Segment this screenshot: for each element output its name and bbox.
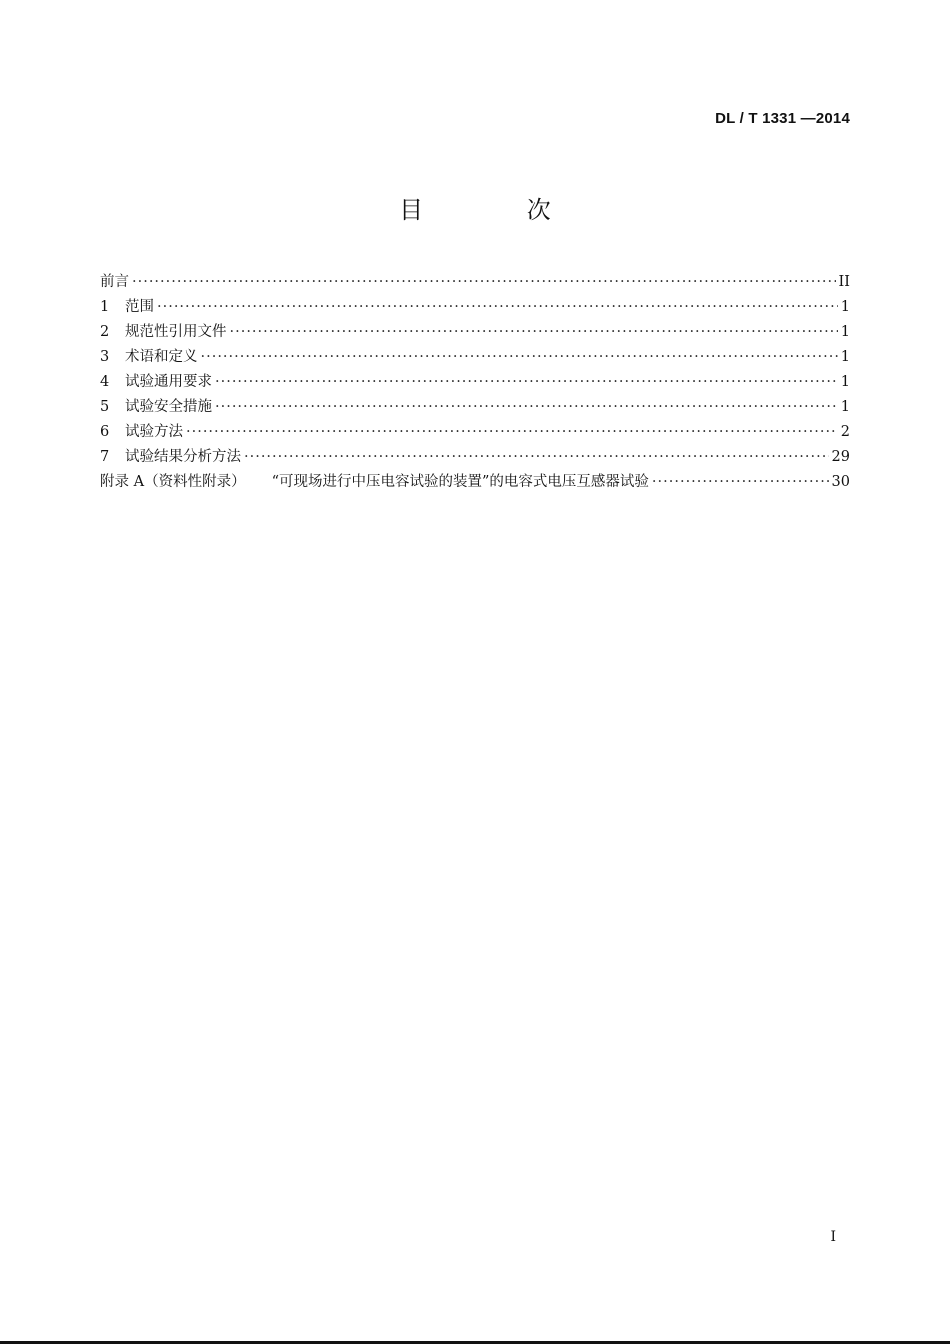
toc-dot-leader bbox=[652, 470, 829, 495]
toc-entry-page: 29 bbox=[831, 449, 850, 465]
document-code: DL / T 1331 —2014 bbox=[715, 110, 850, 127]
toc-dot-leader bbox=[132, 270, 836, 295]
toc-entry-number: 3 bbox=[100, 349, 110, 365]
toc-entry-3[interactable] bbox=[100, 345, 850, 370]
toc-entry-appendix-a[interactable] bbox=[100, 470, 850, 495]
toc-entry-number: 4 bbox=[100, 374, 110, 390]
toc-entry-1[interactable] bbox=[100, 295, 850, 320]
toc-entry-page: 1 bbox=[840, 324, 850, 340]
toc-dot-leader bbox=[244, 445, 829, 470]
toc-entry-number: 6 bbox=[100, 424, 110, 440]
toc-entry-number: 5 bbox=[100, 399, 110, 415]
toc-entry-page: 1 bbox=[840, 399, 850, 415]
toc-entry-label: 术语和定义 bbox=[125, 349, 198, 365]
toc-entry-4[interactable] bbox=[100, 370, 850, 395]
toc-entry-label: 试验通用要求 bbox=[125, 374, 212, 390]
toc-entry-6[interactable] bbox=[100, 420, 850, 445]
toc-dot-leader bbox=[157, 295, 838, 320]
toc-entry-number: 2 bbox=[100, 324, 110, 340]
toc-entry-label: 试验结果分析方法 bbox=[125, 449, 241, 465]
toc-entry-page: 2 bbox=[840, 424, 850, 440]
toc-entry-page: 30 bbox=[831, 474, 850, 490]
toc-entry-7[interactable] bbox=[100, 445, 850, 470]
toc-dot-leader bbox=[230, 320, 838, 345]
toc-entry-page: II bbox=[838, 274, 850, 290]
appendix-title: “可现场进行中压电容试验的装置”的电容式电压互感器试验 bbox=[271, 474, 649, 490]
toc-entry-label: 前言 bbox=[100, 274, 129, 290]
page-number: I bbox=[830, 1229, 836, 1245]
toc-dot-leader bbox=[186, 420, 838, 445]
toc-entry-number: 7 bbox=[100, 449, 110, 465]
table-of-contents bbox=[100, 270, 850, 495]
toc-entry-label: 规范性引用文件 bbox=[125, 324, 227, 340]
page-title: 目 次 bbox=[399, 196, 599, 224]
toc-entry-2[interactable] bbox=[100, 320, 850, 345]
toc-entry-page: 1 bbox=[840, 374, 850, 390]
toc-entry-label: 范围 bbox=[125, 299, 154, 315]
toc-entry-label bbox=[100, 470, 649, 495]
toc-entry-page: 1 bbox=[840, 349, 850, 365]
toc-entry-page: 1 bbox=[840, 299, 850, 315]
toc-dot-leader bbox=[215, 370, 838, 395]
toc-dot-leader bbox=[215, 395, 838, 420]
toc-entry-foreword[interactable] bbox=[100, 270, 850, 295]
toc-entry-label: 试验安全措施 bbox=[125, 399, 212, 415]
toc-dot-leader bbox=[201, 345, 838, 370]
appendix-prefix: 附录 A（资料性附录） bbox=[100, 474, 246, 490]
toc-entry-5[interactable] bbox=[100, 395, 850, 420]
toc-entry-label: 试验方法 bbox=[125, 424, 183, 440]
toc-entry-number: 1 bbox=[100, 299, 110, 315]
